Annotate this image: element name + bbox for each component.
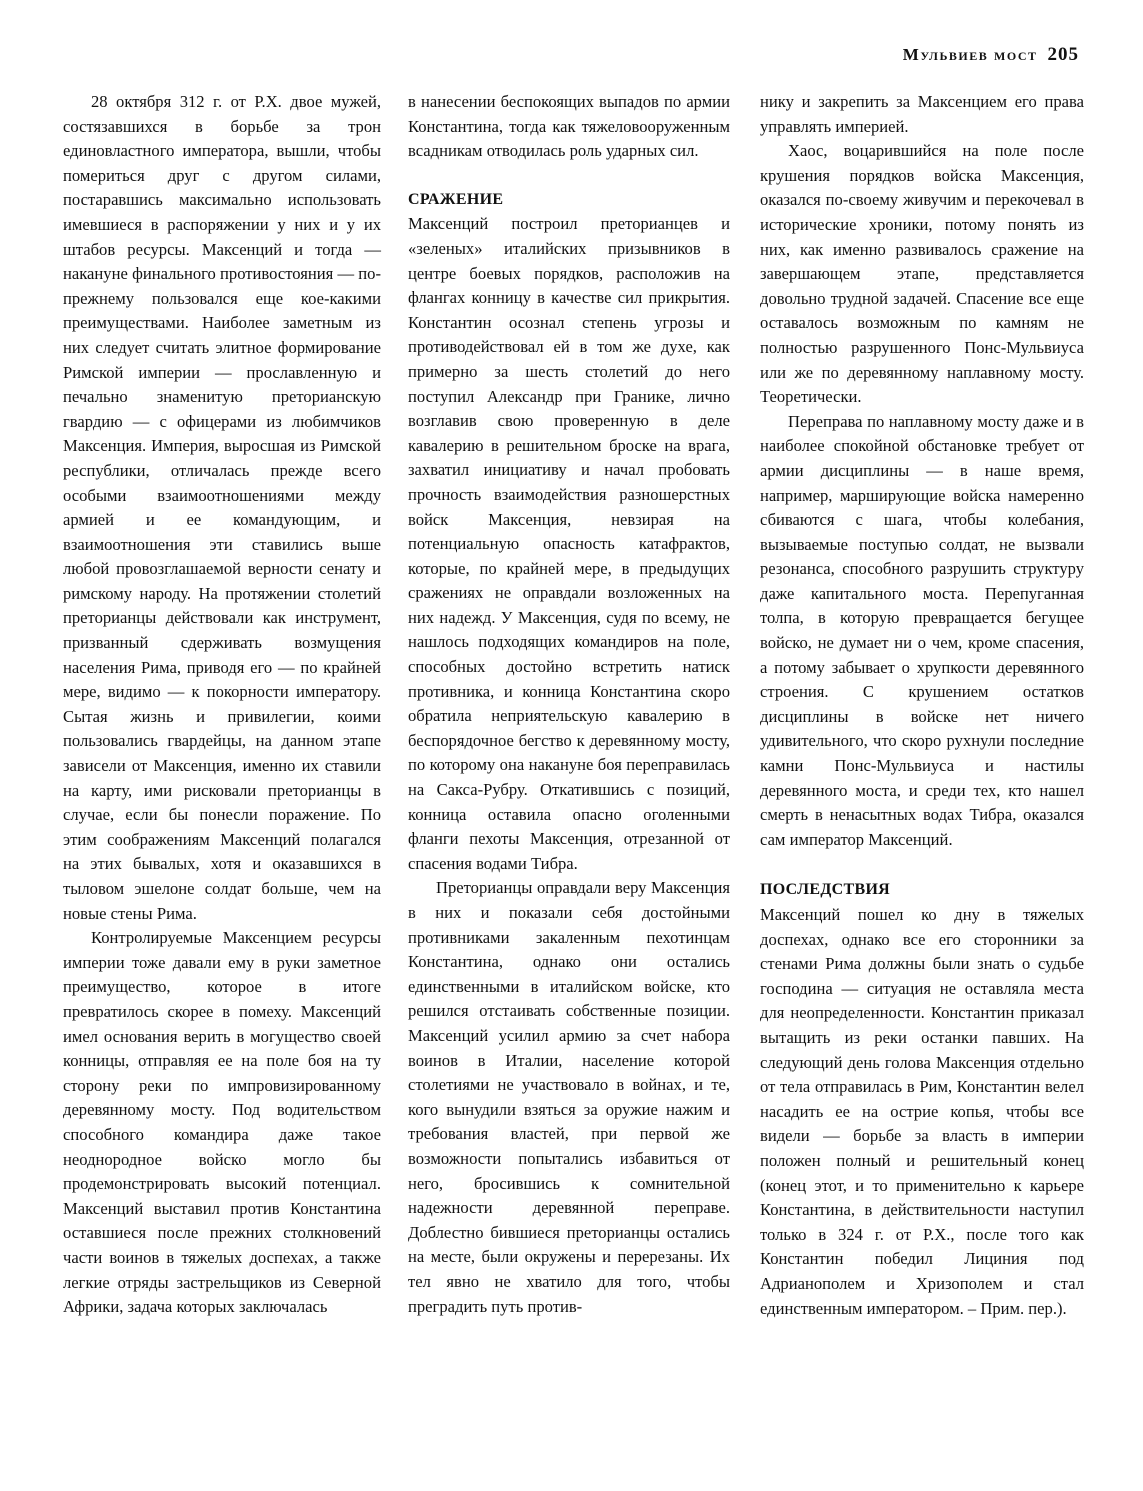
paragraph: в нанесении беспокоящих выпадов по армии Константина, тогда как тяжеловооруженным всадникам отводилась роль ударных сил.: [408, 92, 730, 161]
paragraph: Переправа по наплавному мосту даже и в наиболее спокойной обстановке требует от армии дисциплины — в наше время, например, марширующие войска намеренно сбиваются с шага, чтобы колебания, вызываемые поступью солдат, не вызвали резонанса, способного разрушить структуру даже капитального моста. Перепуганная толпа, в которую превращается бегущее войско, не думает ни о чем, кроме спасения, а потому забывает о хрупкости деревянного строения. С крушением остатков дисциплины в войске нет ничего удивительного, что скоро рухнули последние камни Понс-Мульвиуса и настилы деревянного моста, и среди тех, кто нашел смерть в ненасытных водах Тибра, оказался сам император Максенций.: [760, 411, 1084, 849]
running-head: [903, 44, 1079, 66]
paragraph: Максенций пошел ко дну в тяжелых доспехах, однако все его сторонники за стенами Рима должны были знать о судьбе господина — ситуация не оставляла места для неопределенности. Константин приказал вытащить из реки останки павших. На следующий день голова Максенция отдельно от тела отправилась в Рим, Константин велел насадить ее на острие копья, чтобы все видели — борьбе за власть в империи положен полный и решительный конец (конец этот, и то применительно к карьере Константина, в действительности наступил только в 324 г. от Р.Х., после того как Константин победил Лициния под Адрианополем и Хризополем и стал единственным императором. – Прим. пер.).: [760, 905, 1084, 1318]
section-heading-aftermath: ПОСЛЕДСТВИЯ: [760, 881, 891, 899]
section-heading-battle: СРАЖЕНИЕ: [408, 190, 504, 208]
paragraph: Преторианцы оправдали веру Максенция в них и показали себя достойными противниками закаленным пехотинцам Константина, однако они остались единственными в италийском войске, кто решился отстаивать собственные позиции. Максенций усилил армию за счет набора воинов в Италии, население которой столетиями не участвовало в войнах, и те, кого вынудили взяться за оружие нажим и требования властей, при первой же возможности попытались избавиться от него, бросившись к сомнительной надежности деревянной переправе. Доблестно бившиеся преторианцы остались на месте, были окружены и перерезаны. Их тел явно не хватило для того, чтобы преградить путь против-: [408, 878, 730, 1316]
paragraph: нику и закрепить за Максенцием его права управлять империей.: [760, 92, 1084, 136]
paragraph: Максенций построил преторианцев и «зеленых» италийских призывников в центре боевых порядков, расположив на флангах конницу в качестве сил прикрытия. Константин осознал степень угрозы и противодействовал ей в том же духе, как примерно за шесть столетий до него поступил Александр при Гранике, лично возглавив свою проверенную в деле кавалерию в решительном броске на врага, захватил инициативу и начал пробовать прочность взаимодействия разношерстных войск Максенция, невзирая на потенциальную опасность катафрактов, которые, по крайней мере, в предыдущих сражениях не оправдали возложенных на них надежд. У Максенция, судя по всему, не нашлось подходящих командиров на поле, способных достойно встретить натиск противника, и конница Константина скоро обратила неприятельскую кавалерию в беспорядочное бегство к деревянному мосту, по которому она накануне боя переправилась на Сакса-Рубру. Откатившись с позиций, конница оставила опасно оголенными фланги пехоты Максенция, отрезанной от спасения водами Тибра.: [408, 214, 730, 873]
running-title: Мульвиев мост: [902, 45, 1038, 64]
paragraph: Контролируемые Максенцием ресурсы империи тоже давали ему в руки заметное преимущество, которое в итоге превратилось скорее в помеху. Максенций имел основания верить в могущество своей конницы, отправляя ее на поле боя на ту сторону реки по импровизированному деревянному мосту. Под водительством способного командира даже такое неоднородное войско могло бы продемонстрировать высокий потенциал. Максенций выставил против Константина оставшиеся после прежних столкновений части воинов в тяжелых доспехах, а также легкие отряды застрельщиков из Северной Африки, задача которых заключалась: [63, 928, 381, 1317]
text-column-1: [63, 90, 381, 1320]
paragraph: 28 октября 312 г. от Р.Х. двое мужей, состязавшихся в борьбе за трон единовластного императора, вышли, чтобы помериться друг с другом силами, постаравшись максимально использовать имевшиеся в распоряжении у них и у их штабов ресурсы. Максенций и тогда — накануне финального противостояния — по-прежнему пользовался еще кое-какими преимуществами. Наиболее заметным из них следует считать элитное формирование Римской империи — прославленную и печально знаменитую преторианскую гвардию — с офицерами из любимчиков Максенция. Империя, выросшая из Римской республики, отличалась прежде всего особыми взаимоотношениями между армией и ее командующим, и взаимоотношения эти ставились выше любой провозглашаемой верности сенату и римскому народу. На протяжении столетий преторианцы действовали как инструмент, призванный сдерживать возмущения населения Рима, приводя его — по крайней мере, видимо — к покорности императору. Сытая жизнь и привилегии, коими пользовались гвардейцы, на данном этапе зависели от Максенция, именно их ставили на карту, ими рисковали преторианцы в случае, если бы понесли поражение. По этим соображениям Максенций полагался на этих бывалых, хотя и оказавшихся в тыловом эшелоне солдат больше, чем на новые стены Рима.: [63, 92, 381, 923]
text-column-2: [408, 90, 730, 1319]
page-number: 205: [1047, 44, 1079, 65]
paragraph: Хаос, воцарившийся на поле после крушения порядков войска Максенция, оказался по-своему живучим и перекочевал в исторические хроники, потому понять из них, как именно развивалось сражение на завершающем этапе, представляется довольно трудной задачей. Спасение все еще оставалось возможным по камням не полностью разрушенного Понс-Мульвиуса или же по деревянному наплавному мосту. Теоретически.: [760, 141, 1084, 407]
text-column-3: [760, 90, 1084, 1321]
